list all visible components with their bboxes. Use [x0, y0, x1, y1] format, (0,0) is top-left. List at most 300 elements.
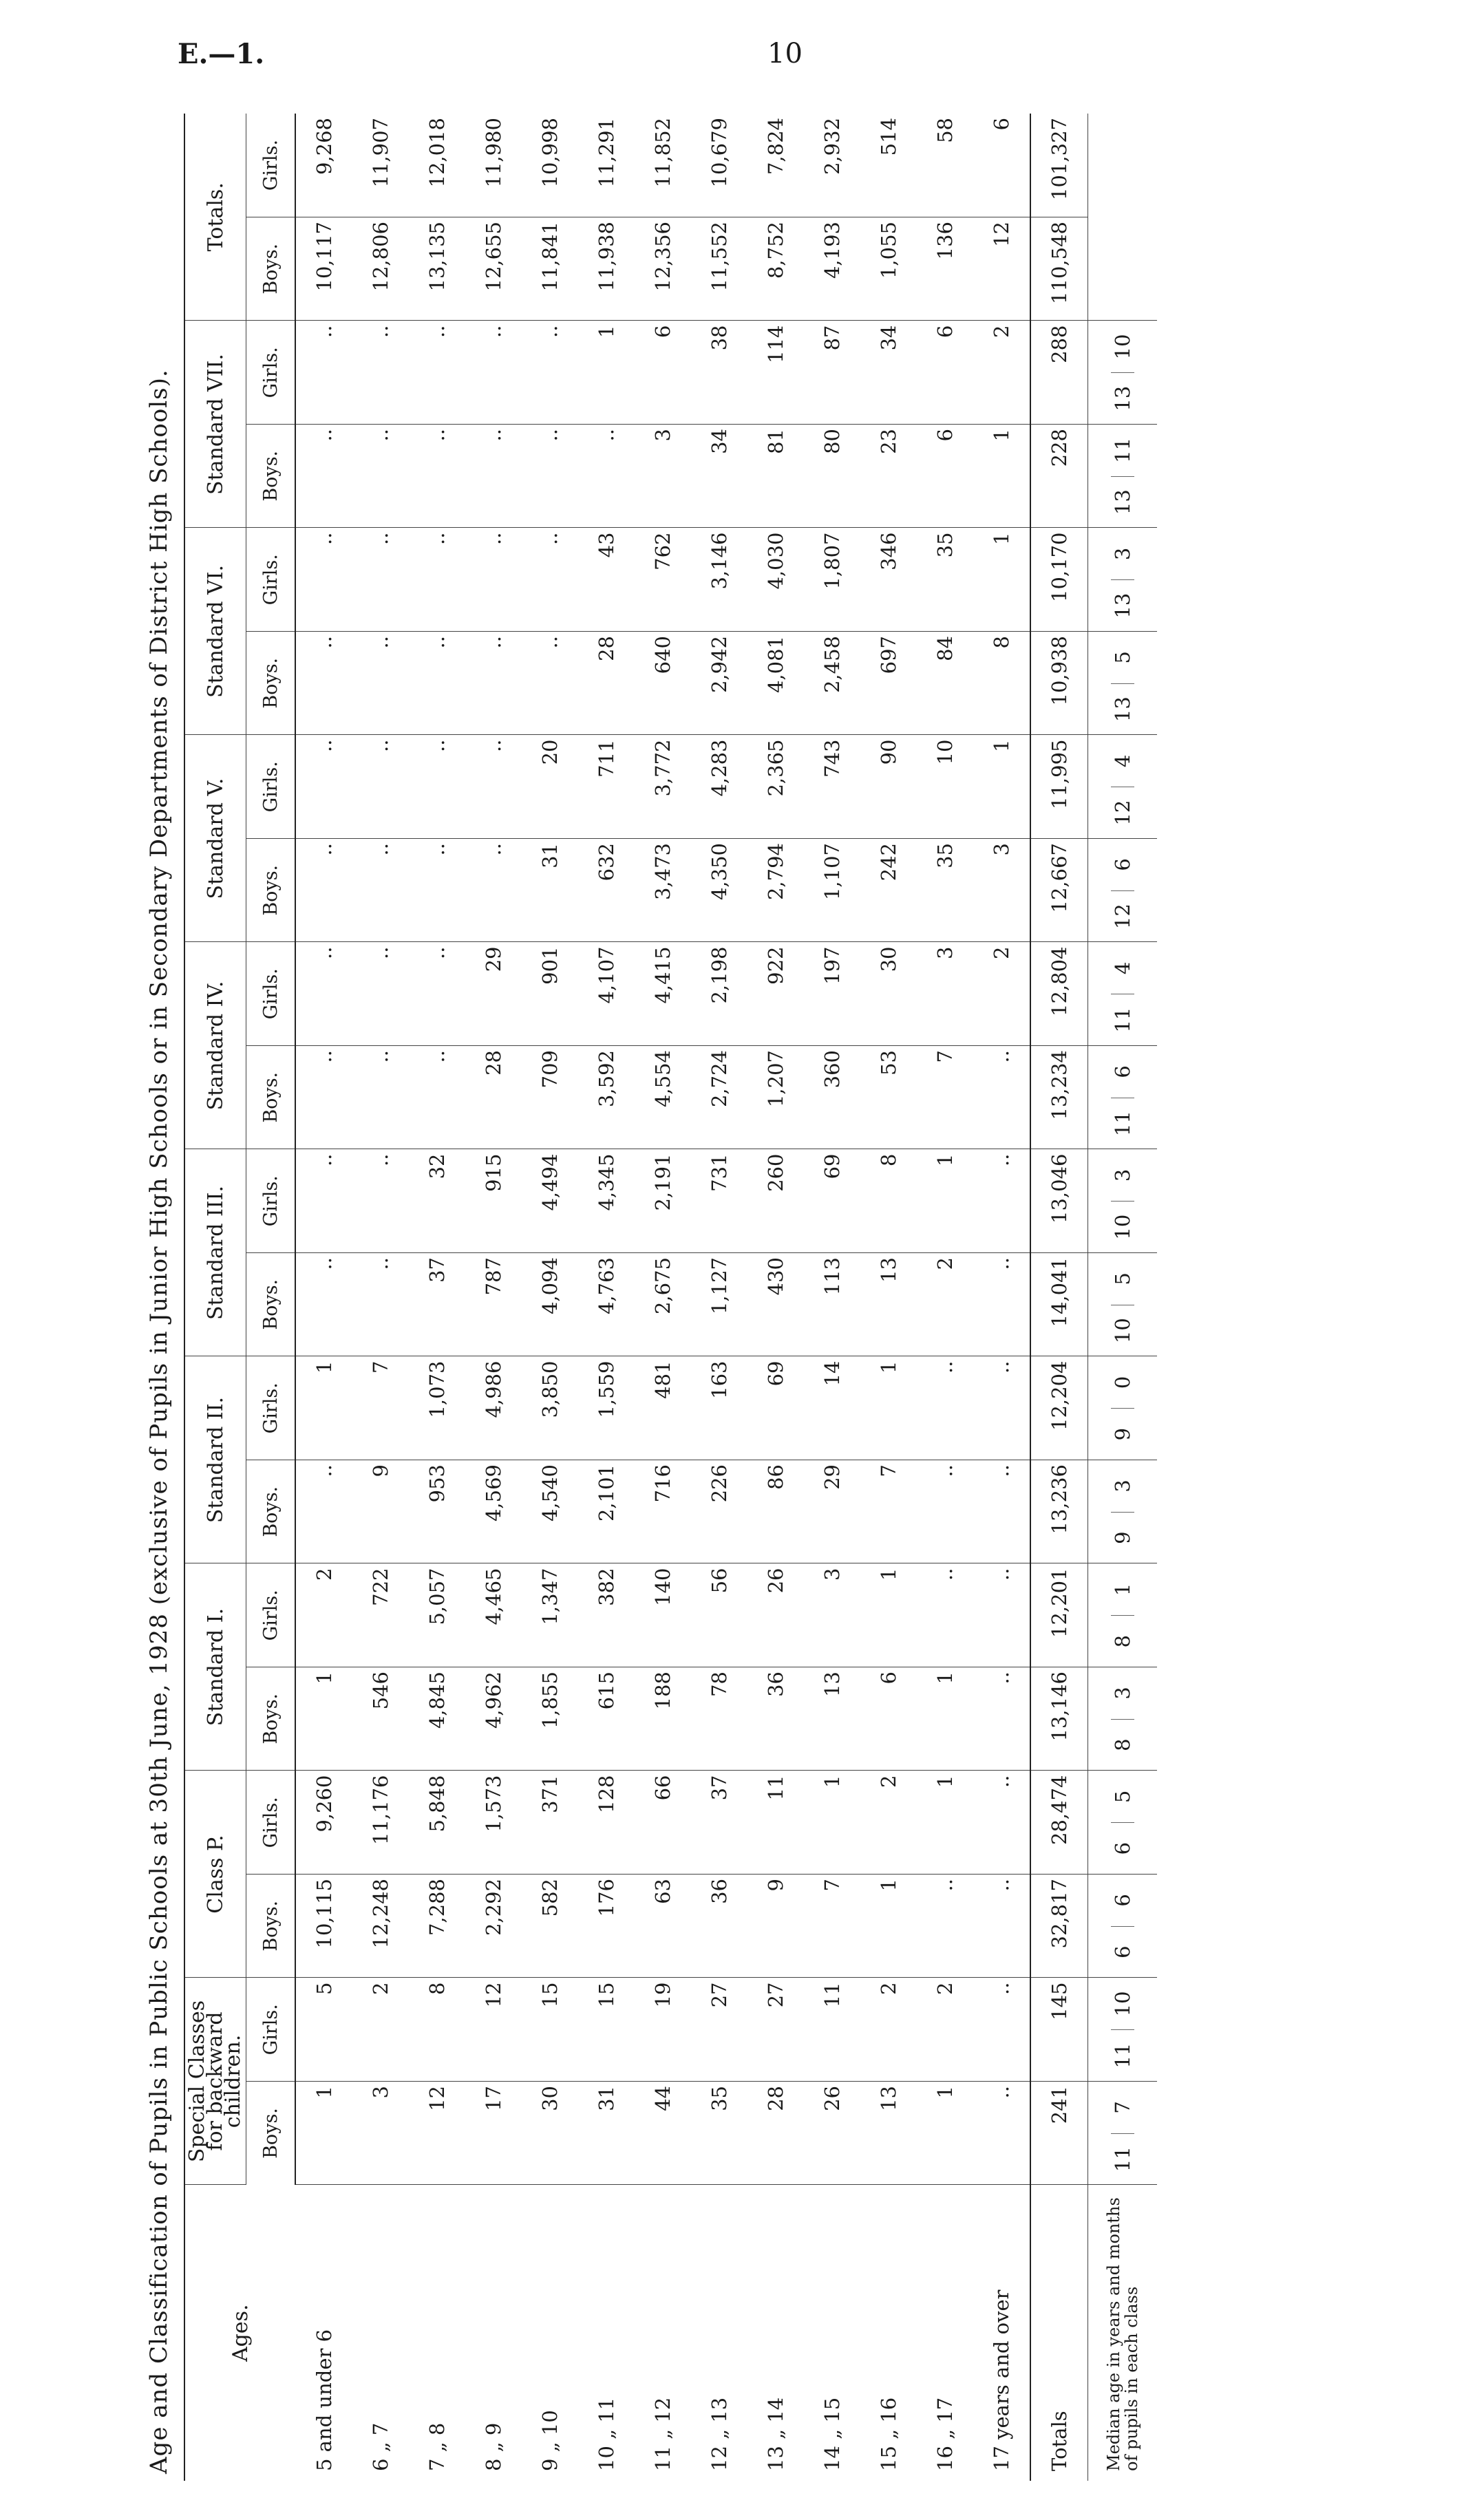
table-cell: ..	[352, 425, 409, 528]
table-cell: 2	[295, 1563, 352, 1667]
boys-header: Boys.	[246, 1460, 296, 1564]
table-cell: 29	[465, 942, 522, 1046]
table-cell: 241	[1030, 2082, 1088, 2186]
median-value: 6	[1111, 1894, 1134, 1907]
table-cell: 28	[747, 2082, 804, 2186]
group-header-row	[184, 114, 246, 2481]
table-cell: ..	[578, 425, 635, 528]
median-value: 7	[1111, 2101, 1134, 2114]
table-cell: 12,806	[352, 217, 409, 321]
table-cell: 12,655	[465, 217, 522, 321]
table-cell: ..	[917, 1563, 973, 1667]
boys-header: Boys.	[246, 1667, 296, 1771]
boys-header: Boys.	[246, 1875, 296, 1978]
boys-header: Boys.	[246, 2082, 296, 2186]
table-cell: ..	[295, 321, 352, 425]
table-cell: 360	[804, 1046, 860, 1150]
table-cell: 6	[917, 425, 973, 528]
girls-header: Girls.	[246, 1771, 296, 1875]
table-cell: 915	[465, 1149, 522, 1253]
table-cell: 4,193	[804, 217, 860, 321]
table-cell: 2,724	[691, 1046, 747, 1150]
table-cell: 11,552	[691, 217, 747, 321]
table-cell: 43	[578, 528, 635, 632]
table-cell: 15	[522, 1978, 578, 2082]
row-label: 14 „ 15	[820, 2397, 844, 2471]
table-cell: 136	[917, 217, 973, 321]
group-header: Standard II.	[184, 1356, 246, 1563]
table-cell: 901	[522, 942, 578, 1046]
table-cell: 12,248	[352, 1875, 409, 1978]
table-cell: ..	[973, 1563, 1030, 1667]
table-cell: 1	[578, 321, 635, 425]
table-cell: 2,675	[635, 1253, 691, 1357]
table-cell: 13,234	[1030, 1046, 1088, 1150]
table-cell: 8	[409, 1978, 465, 2082]
table-cell: 10,998	[522, 114, 578, 217]
median-row	[1088, 114, 1158, 2481]
girls-header: Girls.	[246, 1356, 296, 1460]
table-cell: 6	[973, 114, 1030, 217]
table-cell: ..	[522, 321, 578, 425]
table-cell: 582	[522, 1875, 578, 1978]
median-value: 10	[1111, 334, 1134, 360]
row-label: 12 „ 13	[708, 2397, 731, 2471]
table-cell: 430	[747, 1253, 804, 1357]
table-cell: 4,763	[578, 1253, 635, 1357]
table-cell: 13	[860, 2082, 917, 2186]
median-value: 6	[1111, 1065, 1134, 1078]
median-value: 11	[1111, 1098, 1134, 1149]
row-label: 5 and under 6	[312, 2329, 336, 2471]
table-cell: 28	[578, 632, 635, 736]
median-cell	[1088, 942, 1158, 1046]
table-cell: ..	[295, 1460, 352, 1564]
table-cell: 4,540	[522, 1460, 578, 1564]
table-cell: 28	[465, 1046, 522, 1150]
table-cell: 35	[917, 839, 973, 943]
median-value: 11	[1111, 2133, 1134, 2185]
table-cell: ..	[973, 1253, 1030, 1357]
table-row	[804, 114, 860, 2481]
median-value: 11	[1111, 994, 1134, 1045]
table-cell: ..	[917, 1460, 973, 1564]
table-cell: 4,554	[635, 1046, 691, 1150]
table-cell: 2	[917, 1978, 973, 2082]
table-cell: ..	[352, 528, 409, 632]
table-cell: 1,347	[522, 1563, 578, 1667]
table-cell: ..	[352, 942, 409, 1046]
table-cell: 163	[691, 1356, 747, 1460]
table-cell: 1,573	[465, 1771, 522, 1875]
table-cell: 30	[522, 2082, 578, 2186]
table-cell: 1	[860, 1875, 917, 1978]
table-cell: 762	[635, 528, 691, 632]
median-cell	[1088, 1460, 1158, 1564]
boys-header: Boys.	[246, 1253, 296, 1357]
row-label: 7 „ 8	[425, 2422, 449, 2471]
table-cell: 17	[465, 2082, 522, 2186]
median-value: 8	[1111, 1719, 1134, 1771]
table-row	[578, 114, 635, 2481]
row-label: 9 „ 10	[538, 2410, 562, 2471]
table-cell: 19	[635, 1978, 691, 2082]
median-blank	[1088, 114, 1158, 321]
table-cell: 346	[860, 528, 917, 632]
median-value: 9	[1111, 1512, 1134, 1563]
table-cell: 69	[804, 1149, 860, 1253]
table-cell: 1	[917, 1667, 973, 1771]
table-cell: 86	[747, 1460, 804, 1564]
median-value: 6	[1111, 1822, 1134, 1874]
table-cell: 56	[691, 1563, 747, 1667]
table-cell: 3	[917, 942, 973, 1046]
table-cell: 80	[804, 425, 860, 528]
table-row	[747, 114, 804, 2481]
row-label: 11 „ 12	[651, 2397, 675, 2471]
table-cell: 1	[860, 1563, 917, 1667]
table-cell: 709	[522, 1046, 578, 1150]
table-cell: 8	[860, 1149, 917, 1253]
table-cell: 11,995	[1030, 735, 1088, 839]
table-cell: 113	[804, 1253, 860, 1357]
girls-header: Girls.	[246, 1978, 296, 2082]
age-classification-table	[184, 114, 1157, 2481]
median-cell	[1088, 1253, 1158, 1357]
table-cell: 787	[465, 1253, 522, 1357]
girls-header: Girls.	[246, 1149, 296, 1253]
table-cell: ..	[522, 425, 578, 528]
row-label: 10 „ 11	[595, 2397, 618, 2471]
rotated-table-page	[134, 114, 1352, 2481]
table-cell: 145	[1030, 1978, 1088, 2082]
table-cell: 11,291	[578, 114, 635, 217]
table-cell: 4,962	[465, 1667, 522, 1771]
table-cell: 1	[295, 2082, 352, 2186]
totals-row	[1030, 114, 1088, 2481]
table-cell: 4,415	[635, 942, 691, 1046]
table-cell: 2	[973, 942, 1030, 1046]
table-cell: 4,986	[465, 1356, 522, 1460]
table-cell: 58	[917, 114, 973, 217]
table-cell: 6	[917, 321, 973, 425]
table-row	[465, 114, 522, 2481]
table-cell: 34	[691, 425, 747, 528]
table-cell: ..	[409, 1046, 465, 1150]
table-cell: 13	[804, 1667, 860, 1771]
table-cell: 38	[691, 321, 747, 425]
table-cell: 20	[522, 735, 578, 839]
table-cell: 12,804	[1030, 942, 1088, 1046]
table-cell: 1	[917, 2082, 973, 2186]
median-value: 5	[1111, 1272, 1134, 1285]
table-cell: 1	[973, 528, 1030, 632]
table-cell: 44	[635, 2082, 691, 2186]
table-cell: 31	[522, 839, 578, 943]
table-cell: ..	[917, 1875, 973, 1978]
table-cell: 15	[578, 1978, 635, 2082]
median-cell	[1088, 632, 1158, 736]
table-cell: ..	[973, 1356, 1030, 1460]
table-cell: 26	[804, 2082, 860, 2186]
median-value: 9	[1111, 1408, 1134, 1460]
table-cell: 7,824	[747, 114, 804, 217]
table-cell: 4,569	[465, 1460, 522, 1564]
page-number: 10	[767, 38, 803, 70]
table-cell: 722	[352, 1563, 409, 1667]
table-cell: 2,198	[691, 942, 747, 1046]
table-cell: 4,350	[691, 839, 747, 943]
table-cell: ..	[352, 1149, 409, 1253]
table-cell: 1	[804, 1771, 860, 1875]
median-cell	[1088, 2082, 1158, 2186]
table-cell: 7	[804, 1875, 860, 1978]
table-cell: ..	[409, 321, 465, 425]
table-cell: ..	[973, 1875, 1030, 1978]
table-cell: ..	[973, 1046, 1030, 1150]
table-cell: 36	[747, 1667, 804, 1771]
row-label: 15 „ 16	[877, 2397, 900, 2471]
table-cell: 14	[804, 1356, 860, 1460]
median-value: 13	[1111, 372, 1134, 424]
table-cell: 1	[860, 1356, 917, 1460]
group-header: Standard IV.	[184, 942, 246, 1149]
table-cell: 10,117	[295, 217, 352, 321]
row-label: 8 „ 9	[482, 2422, 505, 2471]
table-cell: 711	[578, 735, 635, 839]
table-row	[917, 114, 973, 2481]
table-cell: 27	[691, 1978, 747, 2082]
table-cell: 10,679	[691, 114, 747, 217]
table-cell: 8	[973, 632, 1030, 736]
table-cell: 84	[917, 632, 973, 736]
table-cell: 10,115	[295, 1875, 352, 1978]
table-cell: ..	[973, 2082, 1030, 2186]
table-cell: 3,850	[522, 1356, 578, 1460]
table-cell: ..	[352, 632, 409, 736]
table-cell: 81	[747, 425, 804, 528]
table-cell: 3,772	[635, 735, 691, 839]
table-cell: 13,236	[1030, 1460, 1088, 1564]
table-cell: 13,135	[409, 217, 465, 321]
table-cell: ..	[295, 632, 352, 736]
table-cell: 30	[860, 942, 917, 1046]
table-cell: ..	[295, 1253, 352, 1357]
table-cell: 14,041	[1030, 1253, 1088, 1357]
girls-header: Girls.	[246, 1563, 296, 1667]
table-cell: ..	[973, 1771, 1030, 1875]
table-cell: ..	[352, 1253, 409, 1357]
table-row	[522, 114, 578, 2481]
table-cell: 3,473	[635, 839, 691, 943]
table-row	[973, 114, 1030, 2481]
table-cell: ..	[295, 839, 352, 943]
table-cell: 69	[747, 1356, 804, 1460]
table-cell: 11	[804, 1978, 860, 2082]
table-cell: 481	[635, 1356, 691, 1460]
table-cell: ..	[465, 321, 522, 425]
table-cell: 9	[352, 1460, 409, 1564]
table-cell: 1	[295, 1356, 352, 1460]
table-cell: 10	[917, 735, 973, 839]
table-cell: ..	[352, 1046, 409, 1150]
table-cell: 11,907	[352, 114, 409, 217]
table-cell: ..	[295, 1149, 352, 1253]
table-body	[295, 114, 1157, 2481]
table-row	[860, 114, 917, 2481]
table-cell: 13	[860, 1253, 917, 1357]
table-row	[352, 114, 409, 2481]
table-cell: ..	[973, 1149, 1030, 1253]
median-value: 10	[1111, 1305, 1134, 1356]
group-header: Standard III.	[184, 1149, 246, 1356]
median-value: 3	[1111, 1168, 1134, 1182]
table-cell: 2,932	[804, 114, 860, 217]
table-cell: 12,018	[409, 114, 465, 217]
row-label: Totals	[1030, 2185, 1088, 2481]
table-cell: 12,667	[1030, 839, 1088, 943]
table-row	[635, 114, 691, 2481]
table-cell: 12	[465, 1978, 522, 2082]
table-cell: 514	[860, 114, 917, 217]
median-value: 5	[1111, 651, 1134, 664]
table-cell: 2,292	[465, 1875, 522, 1978]
table-cell: 90	[860, 735, 917, 839]
median-value: 6	[1111, 858, 1134, 871]
girls-header: Girls.	[246, 114, 296, 217]
table-cell: ..	[409, 942, 465, 1046]
table-cell: 4,465	[465, 1563, 522, 1667]
median-value: 10	[1111, 1991, 1134, 2017]
table-cell: 140	[635, 1563, 691, 1667]
median-value: 1	[1111, 1583, 1134, 1597]
median-cell	[1088, 425, 1158, 528]
table-cell: 1	[973, 735, 1030, 839]
page-code: E.—1.	[178, 38, 265, 70]
table-cell: ..	[409, 425, 465, 528]
table-cell: ..	[465, 528, 522, 632]
boys-header: Boys.	[246, 1046, 296, 1150]
girls-header: Girls.	[246, 735, 296, 839]
median-cell	[1088, 321, 1158, 425]
table-cell: 10,938	[1030, 632, 1088, 736]
boys-header: Boys.	[246, 839, 296, 943]
table-cell: 3,146	[691, 528, 747, 632]
table-cell: 63	[635, 1875, 691, 1978]
table-row	[691, 114, 747, 2481]
table-cell: 87	[804, 321, 860, 425]
table-cell: 3,592	[578, 1046, 635, 1150]
median-value: 12	[1111, 787, 1134, 838]
median-cell	[1088, 1149, 1158, 1253]
group-header: Standard VII.	[184, 321, 246, 528]
table-cell: 11	[747, 1771, 804, 1875]
table-cell: 114	[747, 321, 804, 425]
table-cell: 371	[522, 1771, 578, 1875]
median-label: Median age in years and months of pupils in each class	[1088, 2185, 1158, 2481]
table-cell: 7	[917, 1046, 973, 1150]
table-cell: 13,146	[1030, 1667, 1088, 1771]
table-cell: 34	[860, 321, 917, 425]
table-cell: ..	[352, 735, 409, 839]
table-cell: 1,055	[860, 217, 917, 321]
table-cell: 640	[635, 632, 691, 736]
table-cell: 35	[691, 2082, 747, 2186]
table-cell: 242	[860, 839, 917, 943]
median-cell	[1088, 1046, 1158, 1150]
table-cell: 7,288	[409, 1875, 465, 1978]
table-cell: 12,204	[1030, 1356, 1088, 1460]
table-cell: 32,817	[1030, 1875, 1088, 1978]
table-cell: 1	[917, 1771, 973, 1875]
median-value: 0	[1111, 1376, 1134, 1389]
table-cell: 4,094	[522, 1253, 578, 1357]
ages-header: Ages.	[184, 2185, 295, 2481]
table-row	[295, 114, 352, 2481]
table-cell: 260	[747, 1149, 804, 1253]
group-header: Standard I.	[184, 1563, 246, 1771]
table-cell: 35	[917, 528, 973, 632]
row-label: 16 „ 17	[933, 2397, 957, 2471]
table-cell: 176	[578, 1875, 635, 1978]
table-cell: 101,327	[1030, 114, 1088, 217]
table-cell: 2,191	[635, 1149, 691, 1253]
table-cell: ..	[973, 1460, 1030, 1564]
table-cell: 226	[691, 1460, 747, 1564]
table-cell: 4,107	[578, 942, 635, 1046]
table-cell: 12	[409, 2082, 465, 2186]
table-cell: ..	[409, 839, 465, 943]
boys-header: Boys.	[246, 632, 296, 736]
median-cell	[1088, 839, 1158, 943]
table-cell: 2,365	[747, 735, 804, 839]
group-header: Standard VI.	[184, 528, 246, 735]
median-cell	[1088, 1978, 1158, 2082]
table-cell: 26	[747, 1563, 804, 1667]
table-cell: 11,176	[352, 1771, 409, 1875]
table-cell: 37	[409, 1253, 465, 1357]
table-cell: 697	[860, 632, 917, 736]
group-header: Standard V.	[184, 735, 246, 942]
boys-header: Boys.	[246, 425, 296, 528]
table-cell: 1	[917, 1149, 973, 1253]
median-cell	[1088, 735, 1158, 839]
table-cell: 66	[635, 1771, 691, 1875]
table-cell: 1,107	[804, 839, 860, 943]
median-cell	[1088, 1875, 1158, 1978]
table-cell: ..	[465, 425, 522, 528]
table-cell: ..	[465, 839, 522, 943]
table-cell: 2	[860, 1771, 917, 1875]
median-value: 4	[1111, 961, 1134, 975]
table-cell: 382	[578, 1563, 635, 1667]
median-cell	[1088, 1771, 1158, 1875]
table-cell: 3	[973, 839, 1030, 943]
table-cell: 1,807	[804, 528, 860, 632]
median-value: 4	[1111, 754, 1134, 768]
median-value: 3	[1111, 547, 1134, 561]
table-cell: 1	[295, 1667, 352, 1771]
table-cell: 28,474	[1030, 1771, 1088, 1875]
median-value: 10	[1111, 1201, 1134, 1252]
table-cell: 288	[1030, 321, 1088, 425]
table-cell: 4,494	[522, 1149, 578, 1253]
girls-header: Girls.	[246, 942, 296, 1046]
table-cell: 2	[860, 1978, 917, 2082]
median-cell	[1088, 1667, 1158, 1771]
median-value: 3	[1111, 1687, 1134, 1700]
table-cell: 53	[860, 1046, 917, 1150]
